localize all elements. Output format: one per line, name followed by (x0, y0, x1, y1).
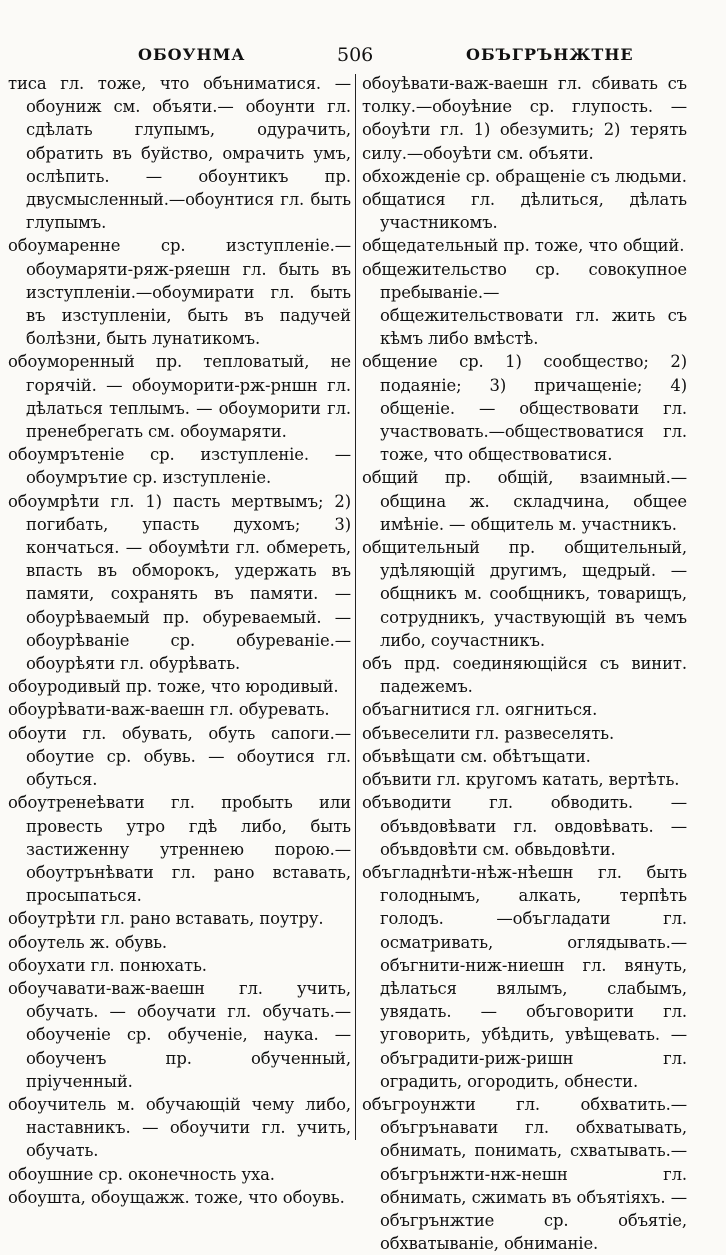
dictionary-entry: обоуѣвати-важ-ваешн гл. сбивать съ толку.—обоуѣние ср. глупость. —обоуѣти гл. 1) обезумить; 2) терять силу.—обоуѣти см. объяти. (362, 74, 687, 163)
dictionary-entry: тиса гл. тоже, что объниматися. — обоуниж см. объяти.— обоунти гл. сдѣлать глупымъ, одурачить, обратить въ буйство, омрачить умъ, ослѣпить. — обоунтикъ пр. двусмысленный.—обоунтися гл. быть глупымъ. (8, 74, 351, 233)
dictionary-entry: объвеселити гл. развеселять. (362, 723, 615, 743)
dictionary-entry: обоушние ср. оконечность уха. (8, 1164, 275, 1184)
page-number: 506 (337, 44, 374, 66)
dictionary-entry: обоуморенный пр. тепловатый, не горячій. — обоуморити-рж-рншн гл. дѣлаться теплымъ. — обоуморити гл. пренебрегать см. обоумаряти. (8, 352, 351, 442)
dictionary-entry: общительный пр. общительный, удѣляющій другимъ, щедрый. — общникъ м. сообщникъ, товарищъ, сотрудникъ, участвующій въ чемъ либо, соучастникъ. (362, 538, 687, 650)
dictionary-entry: обоучавати-важ-ваешн гл. учить, обучать. — обоучати гл. обучать.— обоученіе ср. обученіе, наука. — обоученъ пр. обученный, пріученный. (8, 978, 351, 1091)
dictionary-entry: объ прд. соединяющійся съ винит. падежемъ. (362, 654, 687, 697)
dictionary-entry: обоутель ж. обувь. (8, 932, 168, 952)
dictionary-entry: обоумрътеніе ср. изступленіе. — обоумрътие ср. изступленіе. (8, 445, 351, 488)
dictionary-entry: объгроунжти гл. обхватить.—объгрънавати гл. обхватывать, обнимать, понимать, схватывать.—объгрънжти-нж-нешн гл. обнимать, сжимать въ объятіяхъ. — объгрънжтие ср. объятіе, обхватываніе, обниманіе. (362, 1094, 687, 1254)
dictionary-entry: объводити гл. обводить. — объвдовѣвати гл. овдовѣвать. — объвдовѣти см. обвьдовѣти. (362, 793, 687, 859)
page-header (0, 42, 726, 68)
dictionary-entry: обоушта, обоущажж. тоже, что обоувь. (8, 1187, 345, 1207)
right-column (362, 72, 687, 1254)
dictionary-entry: обоутрѣти гл. рано вставать, поутру. (8, 909, 324, 929)
dictionary-entry: обоумаренне ср. изступленіе.—обоумаряти-ряж-ряешн гл. быть въ изступленіи.—обоумирати гл. быть въ изступленіи, быть въ падучей болѣзни, быть лунатикомъ. (8, 236, 351, 349)
left-column (8, 72, 351, 1207)
dictionary-entry: обоурѣвати-важ-ваешн гл. обуревать. (8, 700, 330, 720)
dictionary-entry: обоуродивый пр. тоже, что юродивый. (8, 677, 339, 697)
dictionary-entry: общедательный пр. тоже, что общий. (362, 236, 685, 256)
dictionary-entry: обоути гл. обувать, обуть сапоги.— обоутие ср. обувь. — обоутися гл. обуться. (8, 723, 351, 790)
dictionary-entry: обоучитель м. обучающій чему либо, наставникъ. — обоучити гл. учить, обучать. (8, 1094, 351, 1161)
dictionary-entry: объвѣщати см. обѣтъщати. (362, 746, 591, 766)
dictionary-entry: обоухати гл. понюхать. (8, 955, 207, 975)
dictionary-entry: общение ср. 1) сообщество; 2) подаяніе; 3) причащеніе; 4) общеніе. — обществовати гл. участвовать.—обществоватися гл. тоже, что обществоватися. (362, 352, 687, 465)
dictionary-entry: обоумрѣти гл. 1) пасть мертвымъ; 2) погибать, упасть духомъ; 3) кончаться. — обоумѣти гл. обмереть, впасть въ обморокъ, удержать въ памяти, сохранять въ памяти. — обоурѣваемый пр. обуреваемый. — обоурѣваніе ср. обуреваніе.—обоурѣяти гл. обурѣвать. (8, 491, 351, 674)
running-head-right: ОБЪГРЪНЖТНЕ (466, 45, 634, 64)
dictionary-entry: объвити гл. кругомъ катать, вертѣть. (362, 770, 680, 790)
dictionary-entry: объагнитися гл. оягниться. (362, 700, 598, 720)
dictionary-entry: обхожденіе ср. обращеніе съ людьми. (362, 166, 687, 186)
running-head-left: ОБОУНМА (138, 45, 246, 64)
dictionary-entry: обоутренеѣвати гл. пробыть или провесть утро гдѣ либо, быть застиженну утреннею порою.—обоутрънѣвати гл. рано вставать, просыпаться. (8, 793, 351, 906)
column-divider (355, 74, 356, 1140)
dictionary-entry: объгладнѣти-нѣж-нѣешн гл. быть голоднымъ, алкать, терпѣть голодъ. —объгладати гл. осматривать, оглядывать.—объгнити-ниж-ниешн гл. вянуть, дѣлаться вялымъ, слабымъ, увядать. — объговорити гл. уговорить, убѣдить, увѣщевать. — объградити-риж-ришн гл. оградить, огородить, обнести. (362, 862, 687, 1091)
dictionary-entry: общатися гл. дѣлиться, дѣлать участникомъ. (362, 190, 687, 233)
dictionary-entry: общежительство ср. совокупное пребываніе.— общежительствовати гл. жить съ кѣмъ либо вмѣстѣ. (362, 259, 687, 349)
dictionary-entry: общий пр. общій, взаимный.—община ж. складчина, общее имѣніе. — общитель м. участникъ. (362, 468, 687, 534)
